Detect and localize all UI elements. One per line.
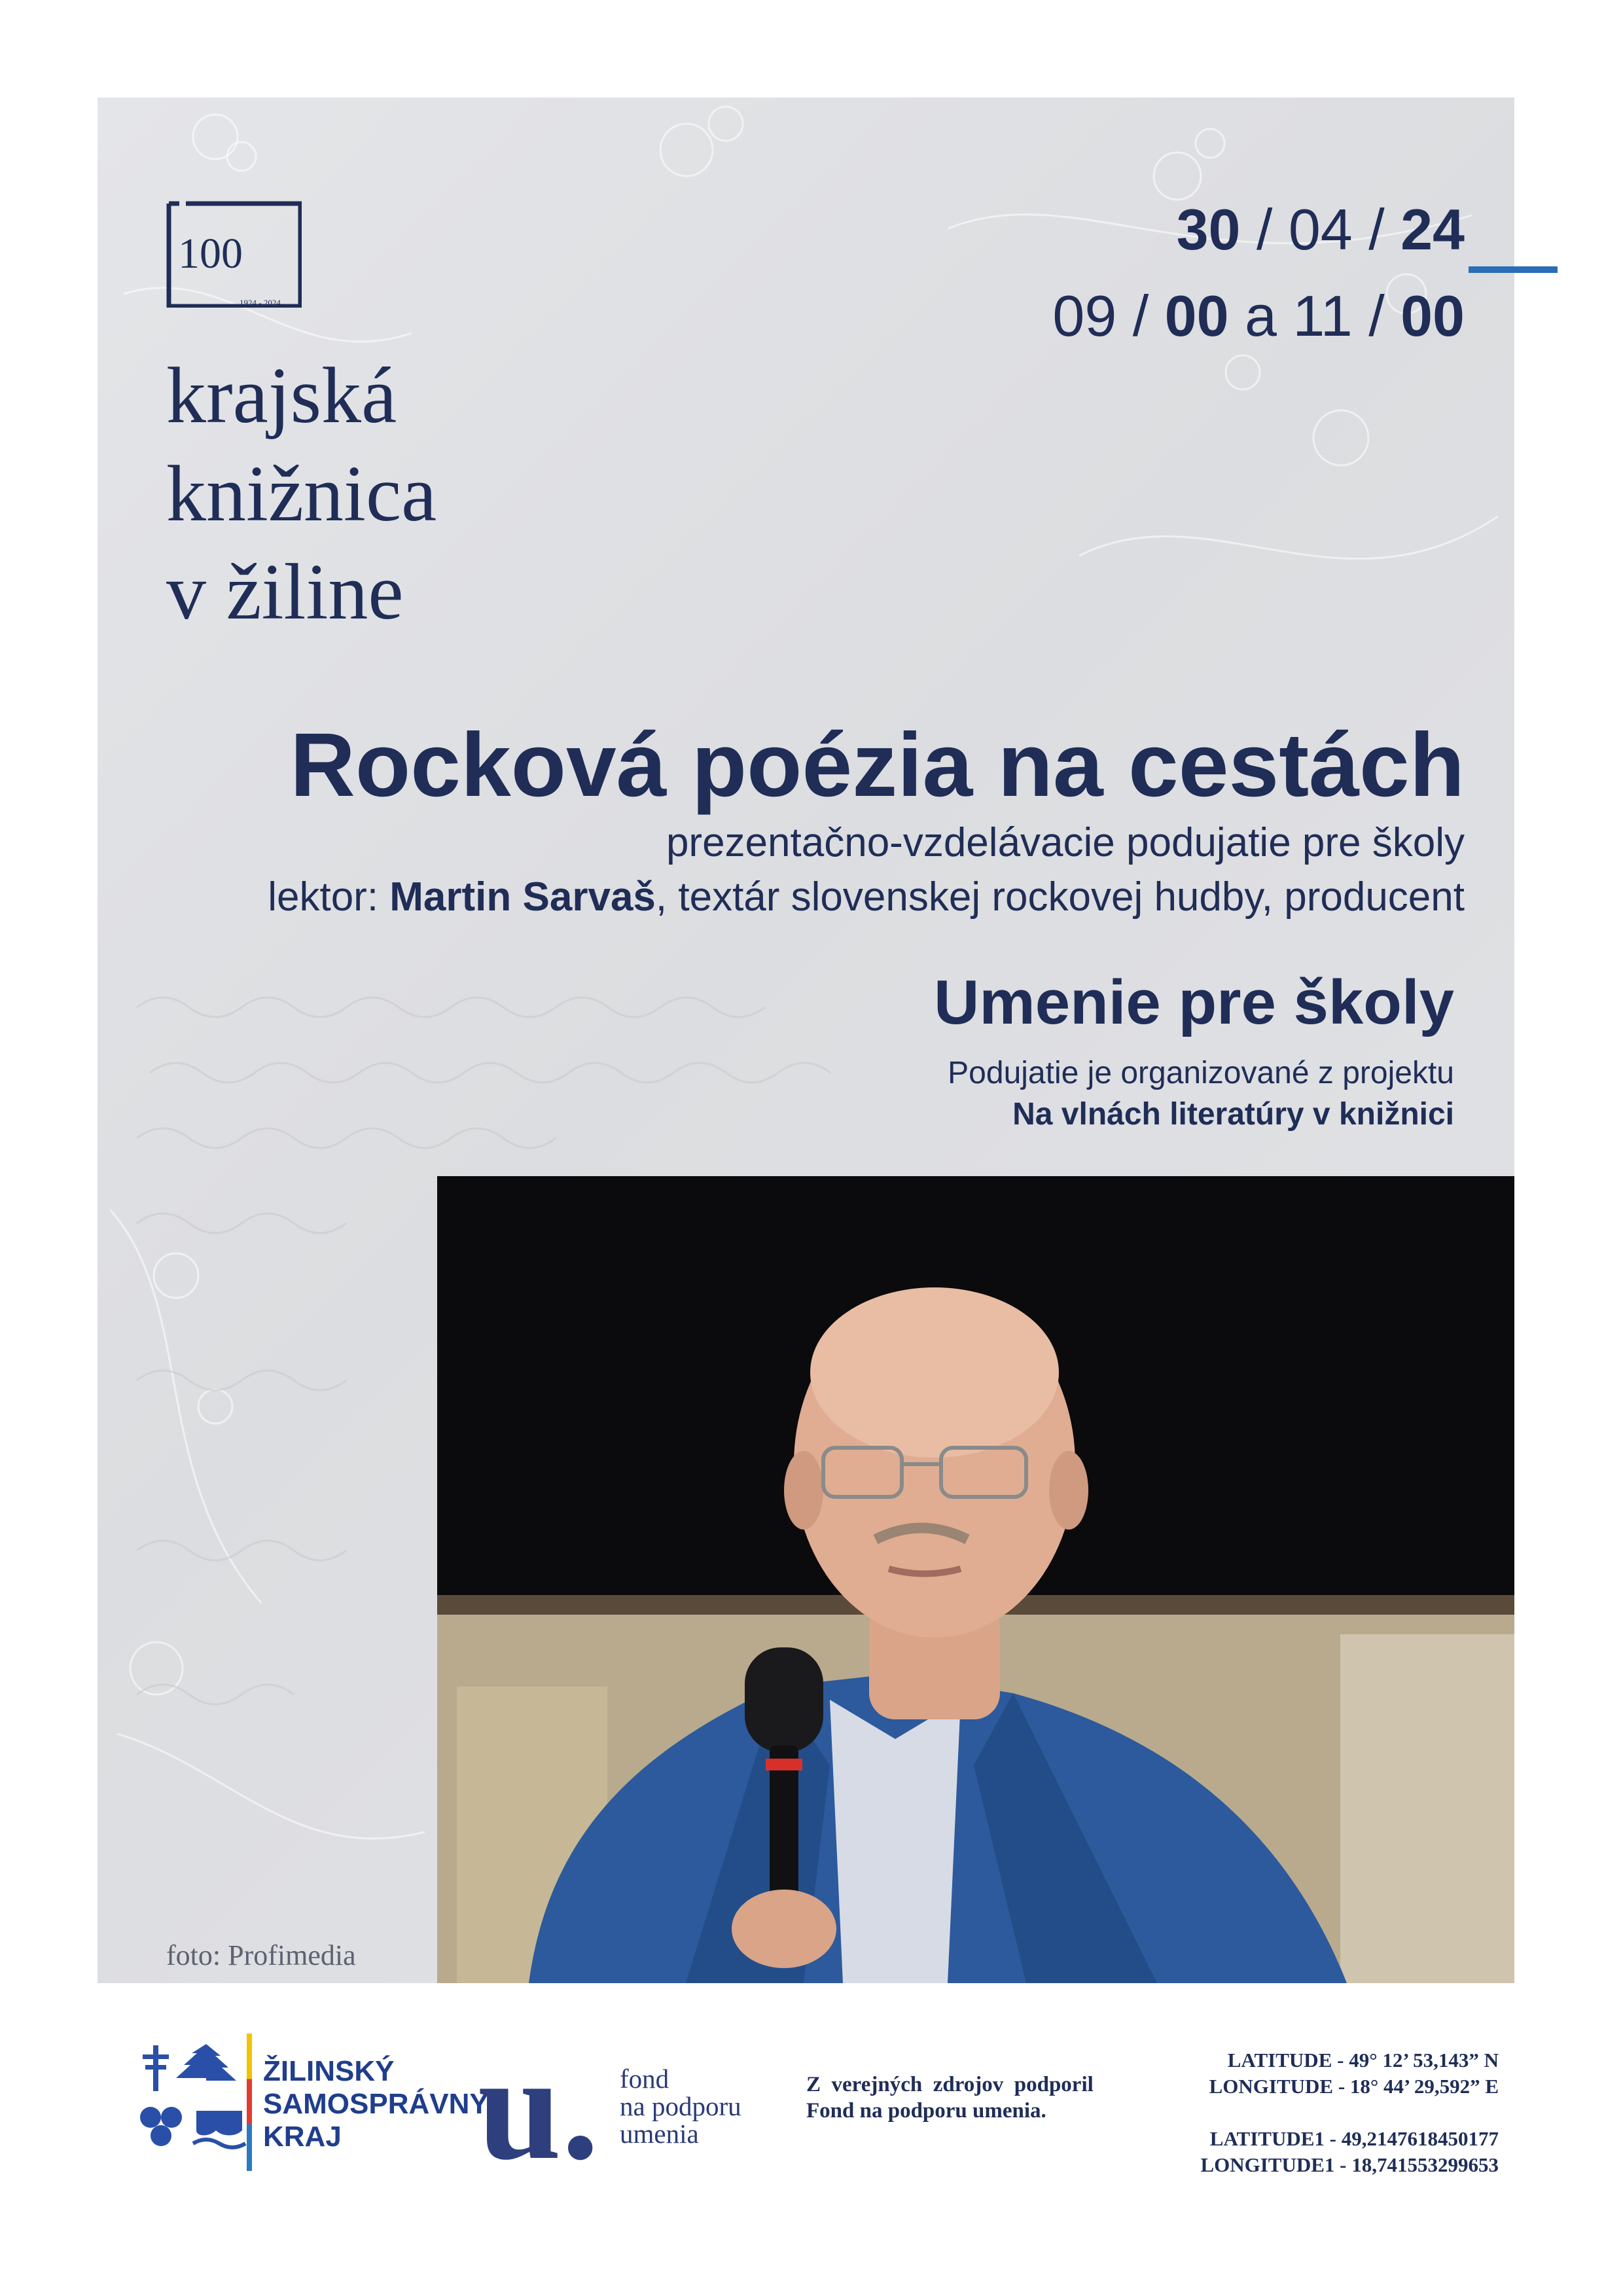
event-title: Rocková poézia na cestách [290, 715, 1465, 816]
location-coordinates [1200, 2047, 1499, 2178]
date-separator: / [1240, 197, 1289, 262]
time-separator: / [1116, 283, 1165, 348]
fpu-name-line: na podporu [620, 2091, 741, 2121]
fpu-name-line: fond [620, 2064, 669, 2094]
zsk-color-bar [247, 2034, 252, 2171]
project-name: Na vlnách literatúry v knižnici [1012, 1097, 1454, 1132]
latitude-decimal: LATITUDE1 - 49,2147618450177 [1209, 2127, 1499, 2150]
event-subtitle: prezentačno-vzdelávacie podujatie pre školy [666, 820, 1465, 865]
zsk-name-line: KRAJ [263, 2121, 342, 2153]
date-month: 04 [1288, 197, 1353, 262]
logo-years: 1924 - 2024 [240, 298, 281, 308]
library-name-line: krajská [166, 351, 397, 440]
logo-number: 100 [178, 230, 243, 278]
time-conjunction: a [1228, 283, 1293, 348]
event-date [1177, 196, 1465, 263]
time-separator: / [1352, 283, 1401, 348]
time1-hour: 09 [1052, 283, 1117, 348]
zsk-name-line: ŽILINSKÝ [263, 2055, 395, 2087]
project-intro: Podujatie je organizované z projektu [948, 1056, 1454, 1090]
lector-label: lektor: [268, 874, 390, 920]
fpu-name-line: umenia [620, 2119, 699, 2149]
fpu-logo [478, 2024, 599, 2191]
latitude: LATITUDE - 49° 12’ 53,143” N [1227, 2049, 1499, 2072]
time1-minute: 00 [1164, 283, 1229, 348]
longitude-decimal: LONGITUDE1 - 18,741553299653 [1200, 2153, 1499, 2176]
date-year: 24 [1400, 197, 1465, 262]
accent-line [1469, 266, 1558, 273]
time2-hour: 11 [1293, 283, 1353, 348]
lector-name: Martin Sarvaš [389, 874, 656, 920]
program-name: Umenie pre školy [934, 967, 1454, 1037]
zsk-name [263, 2055, 489, 2153]
time2-minute: 00 [1400, 283, 1465, 348]
funding-note-line: Z verejných zdrojov podporil [806, 2073, 1094, 2096]
library-name-line: v žiline [166, 548, 404, 636]
library-name-line: knižnica [166, 450, 437, 538]
event-lector [268, 874, 1465, 920]
lecturer-photo [437, 1176, 1514, 1983]
zsk-name-line: SAMOSPRÁVNY [263, 2088, 489, 2120]
date-day: 30 [1176, 197, 1241, 262]
funding-note-line: Fond na podporu umenia. [806, 2099, 1046, 2123]
library-name [166, 347, 437, 641]
event-times [1052, 283, 1465, 350]
funding-note [806, 2072, 1094, 2124]
date-separator: / [1352, 197, 1401, 262]
fpu-logo-mark: u. [478, 2024, 599, 2191]
photo-credit: foto: Profimedia [166, 1939, 356, 1971]
lector-description: , textár slovenskej rockovej hudby, producent [655, 874, 1465, 920]
fpu-name [620, 2065, 741, 2147]
longitude: LONGITUDE - 18° 44’ 29,592” E [1209, 2075, 1499, 2098]
